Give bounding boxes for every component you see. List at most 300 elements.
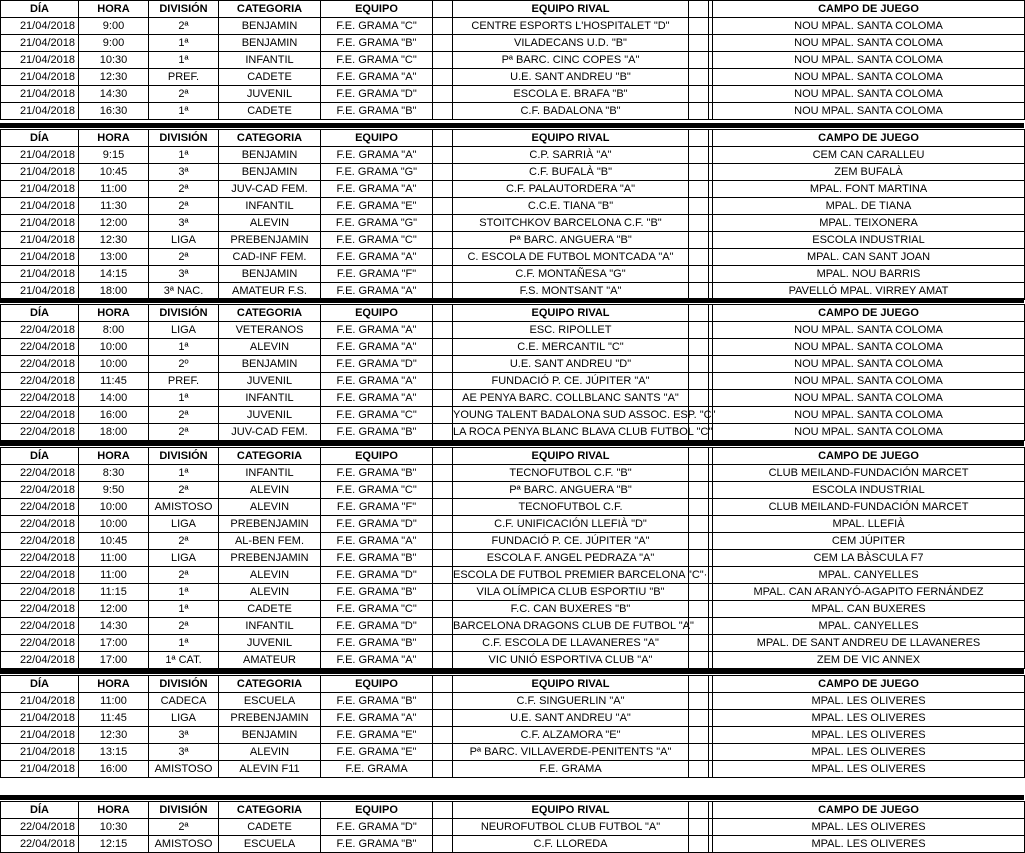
match-row — [1, 584, 1025, 601]
cell-equipo-rival: Pª BARC. ANGUERA "B" — [453, 232, 689, 249]
cell-equipo: F.E. GRAMA "A" — [321, 652, 433, 669]
cell-division: 2º — [149, 356, 219, 373]
cell-equipo: F.E. GRAMA "G" — [321, 164, 433, 181]
cell-equipo: F.E. GRAMA "A" — [321, 533, 433, 550]
cell-equipo-rival: C.F. LLOREDA — [453, 836, 689, 853]
cell-result-home — [433, 584, 453, 601]
cell-dia: 22/04/2018 — [1, 373, 79, 390]
header-campo: CAMPO DE JUEGO — [713, 676, 1025, 693]
cell-result-away — [689, 448, 709, 465]
cell-equipo: F.E. GRAMA "B" — [321, 584, 433, 601]
cell-result-home — [433, 18, 453, 35]
match-row — [1, 710, 1025, 727]
cell-division: LIGA — [149, 516, 219, 533]
cell-division: 1ª — [149, 52, 219, 69]
cell-categoria: ALEVIN — [219, 584, 321, 601]
header-equipo-rival: EQUIPO RIVAL — [453, 448, 689, 465]
match-row — [1, 693, 1025, 710]
cell-equipo-rival: YOUNG TALENT BADALONA SUD ASSOC. ESP. "C" — [453, 407, 689, 424]
match-row — [1, 232, 1025, 249]
cell-result-away — [689, 1, 709, 18]
cell-equipo-rival: F.E. GRAMA — [453, 761, 689, 778]
cell-result-away — [689, 283, 709, 300]
cell-dia: 21/04/2018 — [1, 744, 79, 761]
cell-result-home — [433, 802, 453, 819]
header-dia: DÍA — [1, 1, 79, 18]
cell-equipo-rival: C.F. UNIFICACIÓN LLEFIÀ "D" — [453, 516, 689, 533]
cell-result-home — [433, 249, 453, 266]
cell-result-away — [689, 35, 709, 52]
cell-campo: NOU MPAL. SANTA COLOMA — [713, 35, 1025, 52]
cell-dia: 22/04/2018 — [1, 465, 79, 482]
cell-result-away — [689, 322, 709, 339]
cell-categoria: AMATEUR — [219, 652, 321, 669]
cell-result-away — [689, 601, 709, 618]
match-row — [1, 356, 1025, 373]
cell-result-home — [433, 744, 453, 761]
cell-categoria: ALEVIN — [219, 215, 321, 232]
cell-hora: 14:15 — [79, 266, 149, 283]
cell-result-home — [433, 103, 453, 120]
cell-division: 2ª — [149, 482, 219, 499]
cell-dia: 21/04/2018 — [1, 232, 79, 249]
cell-equipo-rival: U.E. SANT ANDREU "D" — [453, 356, 689, 373]
cell-categoria: INFANTIL — [219, 465, 321, 482]
cell-equipo: F.E. GRAMA "D" — [321, 516, 433, 533]
match-row — [1, 215, 1025, 232]
match-row — [1, 322, 1025, 339]
cell-categoria: INFANTIL — [219, 618, 321, 635]
cell-hora: 12:30 — [79, 727, 149, 744]
cell-result-away — [689, 266, 709, 283]
header-categoria: CATEGORIA — [219, 130, 321, 147]
cell-dia: 21/04/2018 — [1, 266, 79, 283]
cell-dia: 21/04/2018 — [1, 103, 79, 120]
cell-campo: MPAL. CANYELLES — [713, 618, 1025, 635]
cell-equipo: F.E. GRAMA "F" — [321, 499, 433, 516]
cell-hora: 11:00 — [79, 181, 149, 198]
cell-hora: 10:30 — [79, 819, 149, 836]
cell-division: LIGA — [149, 710, 219, 727]
cell-hora: 9:50 — [79, 482, 149, 499]
cell-result-home — [433, 465, 453, 482]
cell-categoria: CADETE — [219, 69, 321, 86]
cell-categoria: JUV-CAD FEM. — [219, 181, 321, 198]
cell-dia: 22/04/2018 — [1, 618, 79, 635]
cell-categoria: BENJAMIN — [219, 35, 321, 52]
header-equipo-rival: EQUIPO RIVAL — [453, 802, 689, 819]
cell-result-home — [433, 482, 453, 499]
cell-equipo-rival: VIC UNIÓ ESPORTIVA CLUB "A" — [453, 652, 689, 669]
cell-result-home — [433, 407, 453, 424]
cell-dia: 22/04/2018 — [1, 635, 79, 652]
cell-equipo: F.E. GRAMA "E" — [321, 744, 433, 761]
cell-dia: 22/04/2018 — [1, 390, 79, 407]
cell-result-away — [689, 86, 709, 103]
cell-categoria: JUVENIL — [219, 407, 321, 424]
header-row — [1, 130, 1025, 147]
match-row — [1, 198, 1025, 215]
cell-campo: MPAL. LES OLIVERES — [713, 727, 1025, 744]
cell-dia: 21/04/2018 — [1, 249, 79, 266]
cell-hora: 18:00 — [79, 424, 149, 441]
match-row — [1, 836, 1025, 853]
schedule-section — [0, 447, 1025, 669]
cell-division: AMISTOSO — [149, 761, 219, 778]
cell-categoria: PREBENJAMIN — [219, 710, 321, 727]
cell-result-home — [433, 710, 453, 727]
cell-division: 1ª — [149, 390, 219, 407]
cell-equipo: F.E. GRAMA "D" — [321, 86, 433, 103]
cell-division: LIGA — [149, 322, 219, 339]
cell-dia: 22/04/2018 — [1, 322, 79, 339]
cell-equipo-rival: FUNDACIÓ P. CE. JÚPITER "A" — [453, 533, 689, 550]
cell-result-away — [689, 802, 709, 819]
header-equipo-rival: EQUIPO RIVAL — [453, 130, 689, 147]
cell-dia: 22/04/2018 — [1, 836, 79, 853]
header-dia: DÍA — [1, 802, 79, 819]
cell-dia: 22/04/2018 — [1, 424, 79, 441]
header-categoria: CATEGORIA — [219, 802, 321, 819]
match-row — [1, 181, 1025, 198]
cell-campo: NOU MPAL. SANTA COLOMA — [713, 86, 1025, 103]
cell-result-home — [433, 618, 453, 635]
cell-result-away — [689, 584, 709, 601]
cell-result-home — [433, 601, 453, 618]
cell-campo: MPAL. LLEFIÀ — [713, 516, 1025, 533]
cell-division: 1ª — [149, 35, 219, 52]
match-row — [1, 103, 1025, 120]
cell-campo: ESCOLA INDUSTRIAL — [713, 232, 1025, 249]
cell-division: 2ª — [149, 533, 219, 550]
cell-result-away — [689, 465, 709, 482]
cell-result-home — [433, 499, 453, 516]
cell-categoria: ESCUELA — [219, 693, 321, 710]
cell-result-away — [689, 516, 709, 533]
cell-campo: NOU MPAL. SANTA COLOMA — [713, 373, 1025, 390]
cell-dia: 21/04/2018 — [1, 181, 79, 198]
cell-dia: 22/04/2018 — [1, 407, 79, 424]
cell-campo: CLUB MEILAND-FUNDACIÓN MARCET — [713, 465, 1025, 482]
cell-dia: 21/04/2018 — [1, 761, 79, 778]
cell-categoria: BENJAMIN — [219, 147, 321, 164]
cell-hora: 10:00 — [79, 339, 149, 356]
cell-result-away — [689, 198, 709, 215]
cell-result-home — [433, 35, 453, 52]
match-row — [1, 69, 1025, 86]
cell-campo: CEM JÚPITER — [713, 533, 1025, 550]
cell-equipo-rival: F.S. MONTSANT "A" — [453, 283, 689, 300]
cell-categoria: PREBENJAMIN — [219, 516, 321, 533]
cell-result-away — [689, 482, 709, 499]
cell-hora: 11:45 — [79, 710, 149, 727]
cell-equipo: F.E. GRAMA "B" — [321, 465, 433, 482]
header-categoria: CATEGORIA — [219, 305, 321, 322]
match-row — [1, 407, 1025, 424]
header-hora: HORA — [79, 130, 149, 147]
schedule-section — [0, 801, 1025, 853]
cell-campo: CEM CAN CARALLEU — [713, 147, 1025, 164]
header-division: DIVISIÓN — [149, 1, 219, 18]
header-campo: CAMPO DE JUEGO — [713, 802, 1025, 819]
cell-result-home — [433, 356, 453, 373]
cell-dia: 21/04/2018 — [1, 147, 79, 164]
cell-categoria: AMATEUR F.S. — [219, 283, 321, 300]
cell-equipo-rival: C.F. PALAUTORDERA "A" — [453, 181, 689, 198]
cell-equipo-rival: ESCOLA DE FUTBOL PREMIER BARCELONA "C"· — [453, 567, 689, 584]
section-divider — [0, 795, 1024, 800]
cell-hora: 16:00 — [79, 407, 149, 424]
cell-equipo: F.E. GRAMA "B" — [321, 424, 433, 441]
cell-dia: 21/04/2018 — [1, 215, 79, 232]
cell-equipo-rival: BARCELONA DRAGONS CLUB DE FUTBOL "A" — [453, 618, 689, 635]
cell-campo: MPAL. LES OLIVERES — [713, 836, 1025, 853]
cell-dia: 22/04/2018 — [1, 550, 79, 567]
cell-equipo: F.E. GRAMA "A" — [321, 249, 433, 266]
cell-division: AMISTOSO — [149, 836, 219, 853]
cell-result-home — [433, 232, 453, 249]
match-row — [1, 52, 1025, 69]
cell-result-home — [433, 266, 453, 283]
cell-equipo: F.E. GRAMA "A" — [321, 147, 433, 164]
section-divider — [0, 441, 1024, 446]
cell-equipo-rival: TECNOFUTBOL C.F. "B" — [453, 465, 689, 482]
header-dia: DÍA — [1, 676, 79, 693]
match-row — [1, 761, 1025, 778]
cell-result-away — [689, 761, 709, 778]
cell-equipo-rival: CENTRE ESPORTS L'HOSPITALET "D" — [453, 18, 689, 35]
cell-equipo-rival: VILADECANS U.D. "B" — [453, 35, 689, 52]
cell-division: 3ª NAC. — [149, 283, 219, 300]
cell-result-away — [689, 130, 709, 147]
header-equipo: EQUIPO — [321, 448, 433, 465]
cell-division: 2ª — [149, 618, 219, 635]
header-categoria: CATEGORIA — [219, 448, 321, 465]
match-row — [1, 550, 1025, 567]
header-equipo: EQUIPO — [321, 130, 433, 147]
cell-result-home — [433, 283, 453, 300]
cell-categoria: BENJAMIN — [219, 266, 321, 283]
match-row — [1, 18, 1025, 35]
cell-equipo: F.E. GRAMA "B" — [321, 836, 433, 853]
cell-hora: 12:30 — [79, 69, 149, 86]
cell-result-home — [433, 339, 453, 356]
cell-hora: 12:00 — [79, 601, 149, 618]
match-row — [1, 533, 1025, 550]
cell-division: 3ª — [149, 215, 219, 232]
cell-equipo-rival: TECNOFUTBOL C.F. — [453, 499, 689, 516]
cell-division: 2ª — [149, 86, 219, 103]
match-row — [1, 164, 1025, 181]
cell-result-away — [689, 305, 709, 322]
cell-dia: 22/04/2018 — [1, 339, 79, 356]
cell-campo: NOU MPAL. SANTA COLOMA — [713, 18, 1025, 35]
cell-equipo-rival: F.C. CAN BUXERES "B" — [453, 601, 689, 618]
cell-result-away — [689, 18, 709, 35]
cell-equipo: F.E. GRAMA "C" — [321, 18, 433, 35]
cell-division: 1ª — [149, 147, 219, 164]
match-row — [1, 744, 1025, 761]
cell-result-home — [433, 652, 453, 669]
cell-division: 2ª — [149, 249, 219, 266]
cell-campo: MPAL. TEIXONERA — [713, 215, 1025, 232]
cell-result-away — [689, 652, 709, 669]
cell-result-home — [433, 448, 453, 465]
cell-campo: NOU MPAL. SANTA COLOMA — [713, 103, 1025, 120]
header-row — [1, 802, 1025, 819]
cell-equipo: F.E. GRAMA "A" — [321, 283, 433, 300]
cell-hora: 17:00 — [79, 652, 149, 669]
header-hora: HORA — [79, 448, 149, 465]
cell-hora: 9:15 — [79, 147, 149, 164]
cell-equipo: F.E. GRAMA "C" — [321, 232, 433, 249]
cell-hora: 10:45 — [79, 533, 149, 550]
cell-result-home — [433, 52, 453, 69]
cell-equipo-rival: VILA OLÍMPICA CLUB ESPORTIU "B" — [453, 584, 689, 601]
cell-division: 3ª — [149, 266, 219, 283]
cell-hora: 10:30 — [79, 52, 149, 69]
cell-equipo: F.E. GRAMA "B" — [321, 635, 433, 652]
cell-result-home — [433, 567, 453, 584]
cell-dia: 21/04/2018 — [1, 710, 79, 727]
header-equipo: EQUIPO — [321, 676, 433, 693]
cell-categoria: JUVENIL — [219, 635, 321, 652]
cell-division: 2ª — [149, 198, 219, 215]
header-division: DIVISIÓN — [149, 130, 219, 147]
cell-equipo-rival: C.F. SINGUERLIN "A" — [453, 693, 689, 710]
cell-division: 1ª — [149, 465, 219, 482]
cell-campo: MPAL. LES OLIVERES — [713, 819, 1025, 836]
cell-categoria: CADETE — [219, 601, 321, 618]
cell-result-home — [433, 635, 453, 652]
cell-campo: MPAL. CAN BUXERES — [713, 601, 1025, 618]
match-row — [1, 283, 1025, 300]
cell-dia: 21/04/2018 — [1, 18, 79, 35]
cell-equipo: F.E. GRAMA "A" — [321, 69, 433, 86]
cell-campo: NOU MPAL. SANTA COLOMA — [713, 52, 1025, 69]
cell-equipo-rival: FUNDACIÓ P. CE. JÚPITER "A" — [453, 373, 689, 390]
cell-result-home — [433, 693, 453, 710]
cell-hora: 11:00 — [79, 567, 149, 584]
cell-hora: 16:00 — [79, 761, 149, 778]
cell-hora: 8:30 — [79, 465, 149, 482]
cell-dia: 21/04/2018 — [1, 727, 79, 744]
cell-categoria: PREBENJAMIN — [219, 550, 321, 567]
cell-division: LIGA — [149, 550, 219, 567]
cell-result-home — [433, 761, 453, 778]
cell-campo: MPAL. FONT MARTINA — [713, 181, 1025, 198]
cell-result-home — [433, 533, 453, 550]
cell-equipo: F.E. GRAMA "C" — [321, 601, 433, 618]
cell-campo: NOU MPAL. SANTA COLOMA — [713, 390, 1025, 407]
match-row — [1, 601, 1025, 618]
header-hora: HORA — [79, 802, 149, 819]
cell-equipo-rival: STOITCHKOV BARCELONA C.F. "B" — [453, 215, 689, 232]
cell-hora: 10:00 — [79, 356, 149, 373]
cell-equipo-rival: C.F. BUFALÀ "B" — [453, 164, 689, 181]
cell-division: 1ª CAT. — [149, 652, 219, 669]
cell-dia: 22/04/2018 — [1, 601, 79, 618]
match-row — [1, 499, 1025, 516]
cell-hora: 11:15 — [79, 584, 149, 601]
header-dia: DÍA — [1, 448, 79, 465]
cell-equipo: F.E. GRAMA "C" — [321, 482, 433, 499]
cell-dia: 21/04/2018 — [1, 198, 79, 215]
header-campo: CAMPO DE JUEGO — [713, 1, 1025, 18]
cell-division: CADECA — [149, 693, 219, 710]
cell-dia: 21/04/2018 — [1, 283, 79, 300]
cell-result-home — [433, 676, 453, 693]
match-row — [1, 819, 1025, 836]
cell-result-away — [689, 744, 709, 761]
cell-equipo: F.E. GRAMA "D" — [321, 819, 433, 836]
header-campo: CAMPO DE JUEGO — [713, 448, 1025, 465]
cell-hora: 14:00 — [79, 390, 149, 407]
cell-campo: NOU MPAL. SANTA COLOMA — [713, 322, 1025, 339]
cell-campo: MPAL. NOU BARRIS — [713, 266, 1025, 283]
cell-result-away — [689, 550, 709, 567]
cell-categoria: PREBENJAMIN — [219, 232, 321, 249]
cell-equipo: F.E. GRAMA "B" — [321, 550, 433, 567]
cell-equipo-rival: Pª BARC. CINC COPES "A" — [453, 52, 689, 69]
cell-campo: NOU MPAL. SANTA COLOMA — [713, 69, 1025, 86]
cell-categoria: BENJAMIN — [219, 356, 321, 373]
header-equipo-rival: EQUIPO RIVAL — [453, 1, 689, 18]
section-divider — [0, 669, 1024, 674]
cell-result-home — [433, 69, 453, 86]
cell-result-home — [433, 516, 453, 533]
cell-categoria: CADETE — [219, 103, 321, 120]
cell-equipo: F.E. GRAMA "C" — [321, 52, 433, 69]
cell-result-home — [433, 550, 453, 567]
cell-dia: 22/04/2018 — [1, 499, 79, 516]
header-dia: DÍA — [1, 130, 79, 147]
cell-hora: 12:30 — [79, 232, 149, 249]
cell-categoria: ALEVIN — [219, 567, 321, 584]
header-dia: DÍA — [1, 305, 79, 322]
cell-result-away — [689, 635, 709, 652]
match-row — [1, 147, 1025, 164]
cell-division: 1ª — [149, 635, 219, 652]
cell-equipo-rival: C.F. ALZAMORA "E" — [453, 727, 689, 744]
schedule-section — [0, 0, 1025, 120]
cell-campo: NOU MPAL. SANTA COLOMA — [713, 424, 1025, 441]
header-division: DIVISIÓN — [149, 802, 219, 819]
cell-result-away — [689, 727, 709, 744]
header-campo: CAMPO DE JUEGO — [713, 130, 1025, 147]
match-row — [1, 424, 1025, 441]
cell-result-away — [689, 710, 709, 727]
cell-result-home — [433, 836, 453, 853]
cell-campo: ZEM DE VIC ANNEX — [713, 652, 1025, 669]
cell-equipo-rival: C.P. SARRIÀ "A" — [453, 147, 689, 164]
cell-campo: MPAL. LES OLIVERES — [713, 710, 1025, 727]
cell-division: PREF. — [149, 69, 219, 86]
cell-hora: 9:00 — [79, 35, 149, 52]
match-row — [1, 35, 1025, 52]
cell-categoria: BENJAMIN — [219, 727, 321, 744]
cell-equipo-rival: LA ROCA PENYA BLANC BLAVA CLUB FUTBOL "C" — [453, 424, 689, 441]
header-division: DIVISIÓN — [149, 676, 219, 693]
cell-hora: 14:30 — [79, 618, 149, 635]
cell-campo: CLUB MEILAND-FUNDACIÓN MARCET — [713, 499, 1025, 516]
cell-categoria: INFANTIL — [219, 52, 321, 69]
cell-dia: 21/04/2018 — [1, 35, 79, 52]
header-categoria: CATEGORIA — [219, 1, 321, 18]
cell-hora: 11:00 — [79, 693, 149, 710]
cell-hora: 10:00 — [79, 499, 149, 516]
cell-result-away — [689, 249, 709, 266]
